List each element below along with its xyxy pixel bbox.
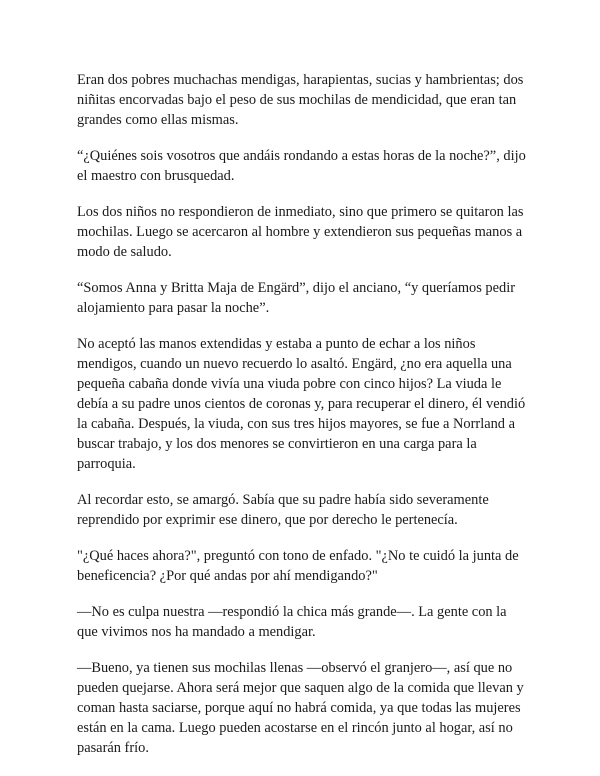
body-text [77,70,529,774]
paragraph-2: “¿Quiénes sois vosotros que andáis rondando a estas horas de la noche?”, dijo el maestro con brusquedad. [77,148,526,184]
paragraph-8: —No es culpa nuestra —respondió la chica más grande—. La gente con la que vivimos nos ha mandado a mendigar. [77,604,507,640]
paragraph-4: “Somos Anna y Britta Maja de Engärd”, dijo el anciano, “y queríamos pedir alojamiento para pasar la noche”. [77,280,515,316]
paragraph-3: Los dos niños no respondieron de inmediato, sino que primero se quitaron las mochilas. Luego se acercaron al hombre y extendieron sus pequeñas manos a modo de saludo. [77,204,524,260]
paragraph-7: "¿Qué haces ahora?", preguntó con tono de enfado. "¿No te cuidó la junta de beneficencia? ¿Por qué andas por ahí mendigando?" [77,548,519,584]
paragraph-9: —Bueno, ya tienen sus mochilas llenas —observó el granjero—, así que no pueden quejarse. Ahora será mejor que saquen algo de la comida que llevan y coman hasta saciarse, porque aquí no habrá comida, ya que todas las mujeres están en la cama. Luego pueden acostarse en el rincón junto al hogar, así no pasarán frío. [77,660,524,756]
paragraph-6: Al recordar esto, se amargó. Sabía que su padre había sido severamente reprendido por exprimir ese dinero, que por derecho le pertenecía. [77,492,489,528]
paragraph-5: No aceptó las manos extendidas y estaba a punto de echar a los niños mendigos, cuando un nuevo recuerdo lo asaltó. Engärd, ¿no era aquella una pequeña cabaña donde vivía una viuda pobre con cinco hijos? La viuda le debía a su padre unos cientos de coronas y, para recuperar el dinero, él vendió la cabaña. Después, la viuda, con sus tres hijos mayores, se fue a Norrland a buscar trabajo, y los dos menores se convirtieron en una carga para la parroquia. [77,336,526,472]
paragraph-1: Eran dos pobres muchachas mendigas, harapientas, sucias y hambrientas; dos niñitas encorvadas bajo el peso de sus mochilas de mendicidad, que eran tan grandes como ellas mismas. [77,72,524,128]
